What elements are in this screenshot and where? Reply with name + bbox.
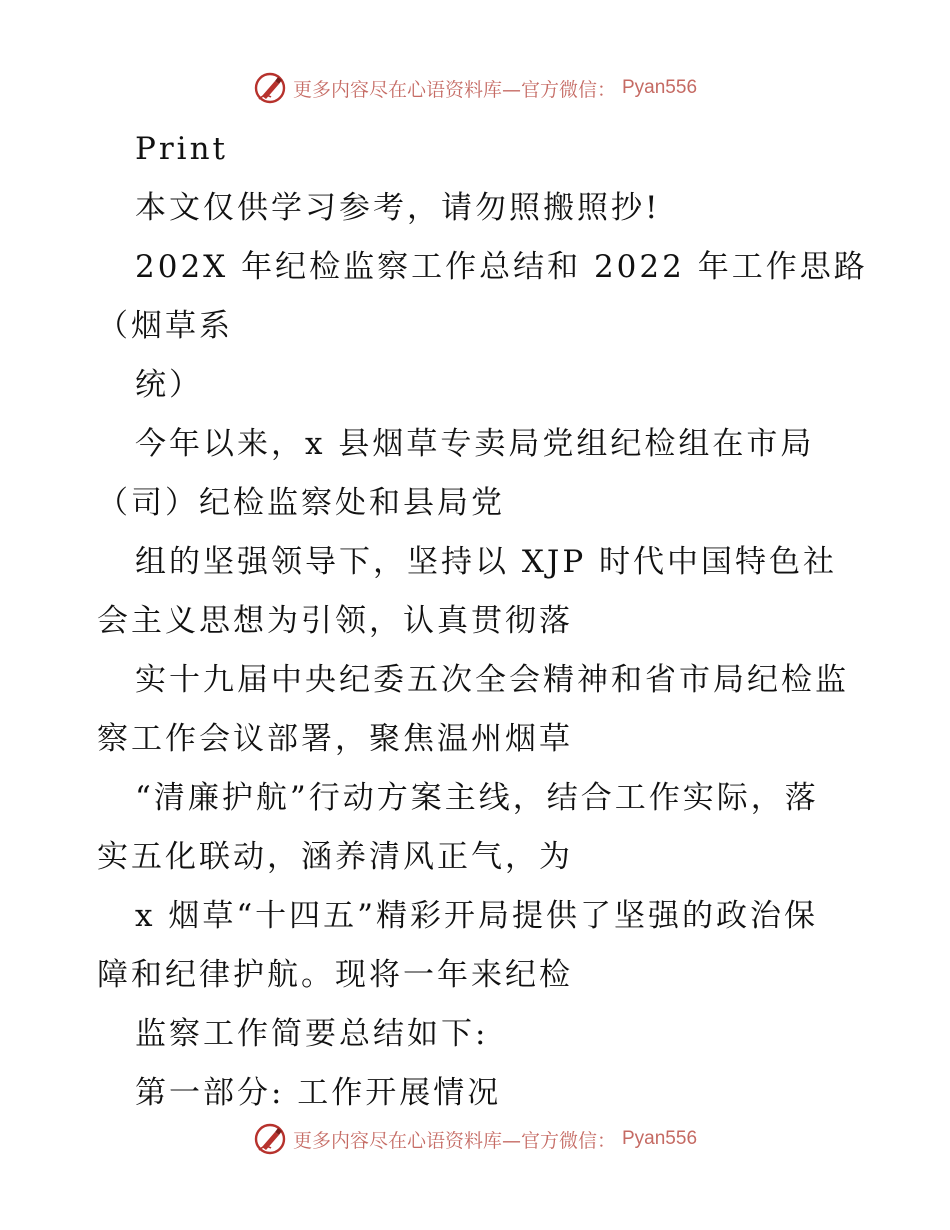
- document-body: [97, 120, 868, 1123]
- text-line: 实十九届中央纪委五次全会精神和省市局纪检监: [135, 662, 849, 698]
- text-line: （司）纪检监察处和县局党: [97, 485, 505, 521]
- watermark-handle: Pyan556: [622, 77, 698, 98]
- text-line: “清廉护航”行动方案主线，结合工作实际，落: [135, 780, 819, 816]
- text-line: 察工作会议部署，聚焦温州烟草: [97, 721, 573, 757]
- document-title-line: （烟草系: [97, 308, 233, 344]
- document-title-line: 统）: [135, 367, 203, 403]
- text-line: 今年以来，x 县烟草专卖局党组纪检组在市局: [135, 426, 815, 462]
- text-line: x 烟草“十四五”精彩开局提供了坚强的政治保: [135, 898, 819, 934]
- footer-watermark: [0, 1122, 950, 1156]
- pen-logo-icon: [253, 1122, 287, 1156]
- text-line: 组的坚强领导下，坚持以 XJP 时代中国特色社: [135, 544, 838, 580]
- text-line: 实五化联动，涵养清风正气，为: [97, 839, 573, 875]
- document-title-line: 202X 年纪检监察工作总结和 2022 年工作思路: [135, 249, 868, 285]
- text-line: Print: [135, 131, 229, 167]
- header-watermark: [0, 71, 950, 105]
- text-line: 本文仅供学习参考，请勿照搬照抄!: [135, 190, 661, 226]
- section-heading: 第一部分: 工作开展情况: [135, 1075, 502, 1111]
- watermark-text: 更多内容尽在心语资料库—官方微信：: [292, 1129, 616, 1152]
- watermark-handle: Pyan556: [622, 1128, 698, 1149]
- text-line: 障和纪律护航。现将一年来纪检: [97, 957, 573, 993]
- watermark-text: 更多内容尽在心语资料库—官方微信：: [292, 78, 616, 101]
- pen-logo-icon: [253, 71, 287, 105]
- text-line: 会主义思想为引领，认真贯彻落: [97, 603, 573, 639]
- text-line: 监察工作简要总结如下:: [135, 1016, 489, 1052]
